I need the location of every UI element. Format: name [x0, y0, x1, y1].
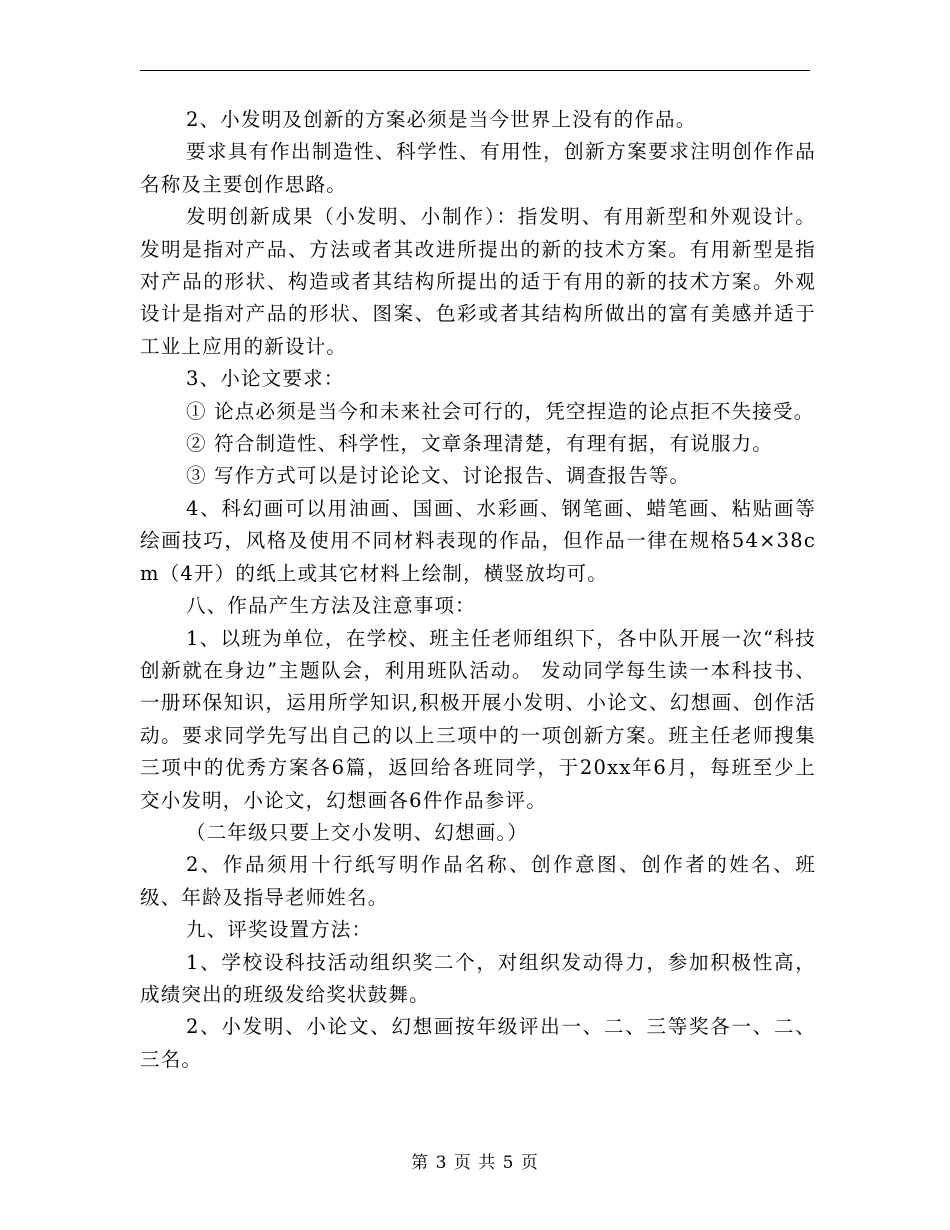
paragraph: （二年级只要上交小发明、幻想画。） — [186, 820, 529, 844]
paragraph: 2、小发明、小论文、幻想画按年级评出一、二、三等奖各一、二、三名。 — [140, 1015, 816, 1071]
header-rule — [140, 70, 810, 71]
paragraph: 1、以班为单位，在学校、班主任老师组织下，各中队开展一次“科技创新就在身边”主题队会，利用班队活动。 发动同学每生读一本科技书、一册环保知识，运用所学知识,积极开展小发明、小论文、幻想画、创作活动。要求同学先写出自己的以上三项中的一项创新方案。班主任老师搜集三项中的优秀方案各6篇，返回给各班同学，于20xx年6月，每班至少上交小发明，小论文，幻想画各6件作品参评。 — [140, 626, 816, 812]
paragraph: 2、小发明及创新的方案必须是当今世界上没有的作品。 — [186, 108, 697, 131]
paragraph: ② 符合制造性、科学性，文章条理清楚，有理有据，有说服力。 — [186, 432, 773, 456]
paragraph: ③ 写作方式可以是讨论论文、讨论报告、调查报告等。 — [186, 464, 691, 488]
paragraph: 发明创新成果（小发明、小制作）：指发明、有用新型和外观设计。发明是指对产品、方法或者其改进所提出的新的技术方案。有用新型是指对产品的形状、构造或者其结构所提出的适于有用的新的技术方案。外观设计是指对产品的形状、图案、色彩或者其结构所做出的富有美感并适于工业上应用的新设计。 — [140, 205, 816, 358]
section-heading: 八、作品产生方法及注意事项： — [186, 594, 476, 618]
document-body — [140, 104, 816, 1076]
paragraph: 4、科幻画可以用油画、国画、水彩画、钢笔画、蜡笔画、粘贴画等绘画技巧，风格及使用不同材料表现的作品，但作品一律在规格54×38cm（4开）的纸上或其它材料上绘制，横竖放均可。 — [140, 496, 816, 585]
section-heading: 九、评奖设置方法： — [186, 918, 373, 942]
paragraph: 2、作品须用十行纸写明作品名称、创作意图、创作者的姓名、班级、年龄及指导老师姓名。 — [140, 853, 816, 909]
page-number: 第 3 页 共 5 页 — [411, 1153, 539, 1173]
paragraph: 3、小论文要求： — [186, 367, 345, 391]
paragraph: ① 论点必须是当今和未来社会可行的，凭空捏造的论点拒不失接受。 — [186, 399, 815, 423]
paragraph: 要求具有作出制造性、科学性、有用性，创新方案要求注明创作作品名称及主要创作思路。 — [140, 140, 816, 196]
paragraph: 1、学校设科技活动组织奖二个，对组织发动得力，参加积极性高，成绩突出的班级发给奖状鼓舞。 — [140, 950, 816, 1006]
